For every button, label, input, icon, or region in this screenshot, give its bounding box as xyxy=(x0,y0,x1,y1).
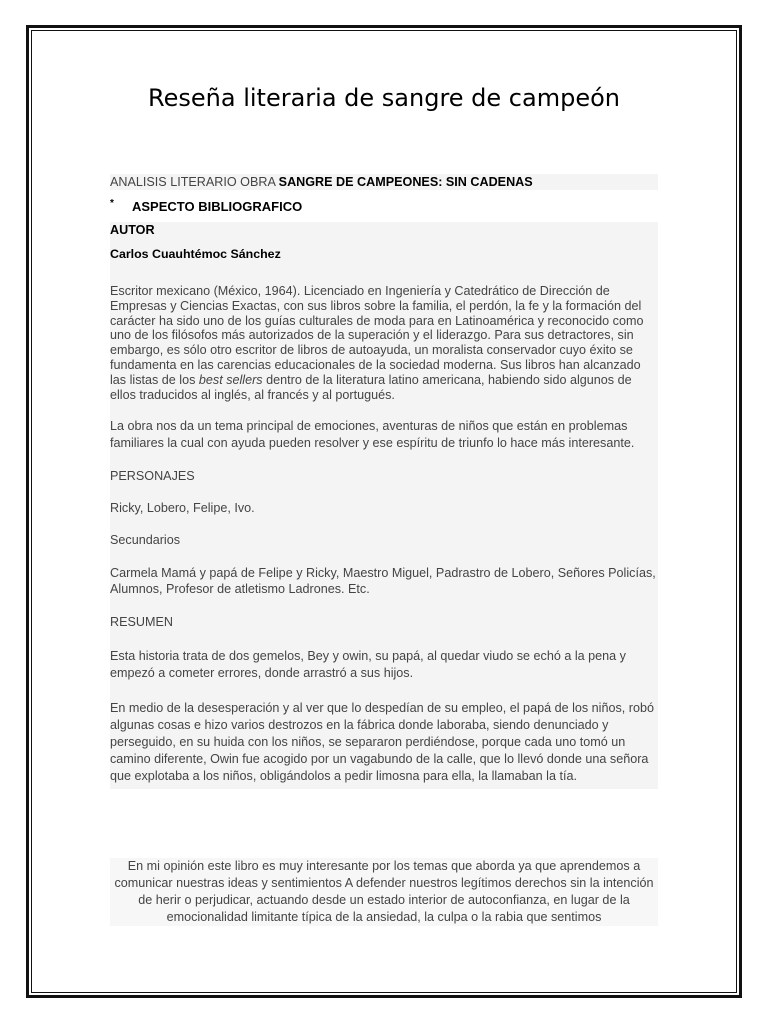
analisis-prefix: ANALISIS LITERARIO OBRA xyxy=(110,175,279,189)
resumen-paragraph-1: Esta historia trata de dos gemelos, Bey y owin, su papá, al quedar viudo se echó a la pena y empezó a cometer errores, donde arrastró a sus hijos. xyxy=(110,648,626,680)
resumen-paragraph-2: En medio de la desesperación y al ver que lo despedían de su empleo, el papá de los niños, robó algunas cosas e hizo varios destrozos en la fábrica donde laboraba, siendo denunciado y perseguido, en su huida con los niños, se separaron perdiéndose, porque cada uno tomó un camino diferente, Owin fue acogido por un vagabundo de la calle, que lo llevó donde una señora que explotaba a los niños, obligándolos a pedir limosna para ella, la llamaban la tía. xyxy=(110,700,654,783)
document-body xyxy=(110,174,658,789)
bio-paragraph xyxy=(110,284,658,402)
bio-text-1: Escritor mexicano (México, 1964). Licenciado en Ingeniería y Catedrático de Dirección de Empresas y Ciencias Exactas, con sus libros sobre la familia, el perdón, la fe y la formación del carácter ha sido uno de los guías culturales de moda para en Latinoamérica y reconocido como uno de los filósofos más autorizados de la superación y el liderazgo. Para sus detractores, sin embargo, es sólo otro escritor de libros de autoayuda, un moralista conservador cuyo éxito se fundamenta en las carencias educacionales de la sociedad moderna. Sus libros han alcanzado las listas de los xyxy=(110,284,644,387)
shaded-section xyxy=(110,222,658,789)
document-title: Reseña literaria de sangre de campeón xyxy=(148,84,620,112)
secundarios-list: Carmela Mamá y papá de Felipe y Ricky, Maestro Miguel, Padrastro de Lobero, Señores Policías, Alumnos, Profesor de atletismo Ladrones. Etc. xyxy=(110,565,656,597)
work-title: SANGRE DE CAMPEONES: SIN CADENAS xyxy=(278,175,533,189)
autor-label: AUTOR xyxy=(110,223,155,237)
bibliografico-heading xyxy=(110,199,658,215)
tema-paragraph: La obra nos da un tema principal de emociones, aventuras de niños que están en problemas familiares la cual con ayuda pueden resolver y ese espíritu de triunfo lo hace más interesante. xyxy=(110,419,635,451)
resumen-label: RESUMEN xyxy=(110,614,173,629)
secundarios-label: Secundarios xyxy=(110,532,181,547)
bio-text-2: dentro de la literatura latino americana, habiendo sido algunos de ellos traducidos al inglés, al francés y al portugués. xyxy=(110,372,632,402)
bibliografico-label: ASPECTO BIBLIOGRAFICO xyxy=(132,199,303,214)
analisis-heading xyxy=(110,174,658,190)
author-name: Carlos Cuauhtémoc Sánchez xyxy=(110,247,281,261)
personajes-label: PERSONAJES xyxy=(110,469,195,484)
bullet-icon: * xyxy=(110,198,114,209)
opinion-paragraph: En mi opinión este libro es muy interesante por los temas que aborda ya que aprendemos a comunicar nuestras ideas y sentimientos A defender nuestros legítimos derechos sin la intención de herir o perjudicar, actuando desde un estado interior de autoconfianza, en lugar de la emocionalidad limitante típica de la ansiedad, la culpa o la rabia que sentimos xyxy=(110,858,658,926)
bio-italic: best sellers xyxy=(198,372,263,387)
personajes-list: Ricky, Lobero, Felipe, Ivo. xyxy=(110,501,255,516)
